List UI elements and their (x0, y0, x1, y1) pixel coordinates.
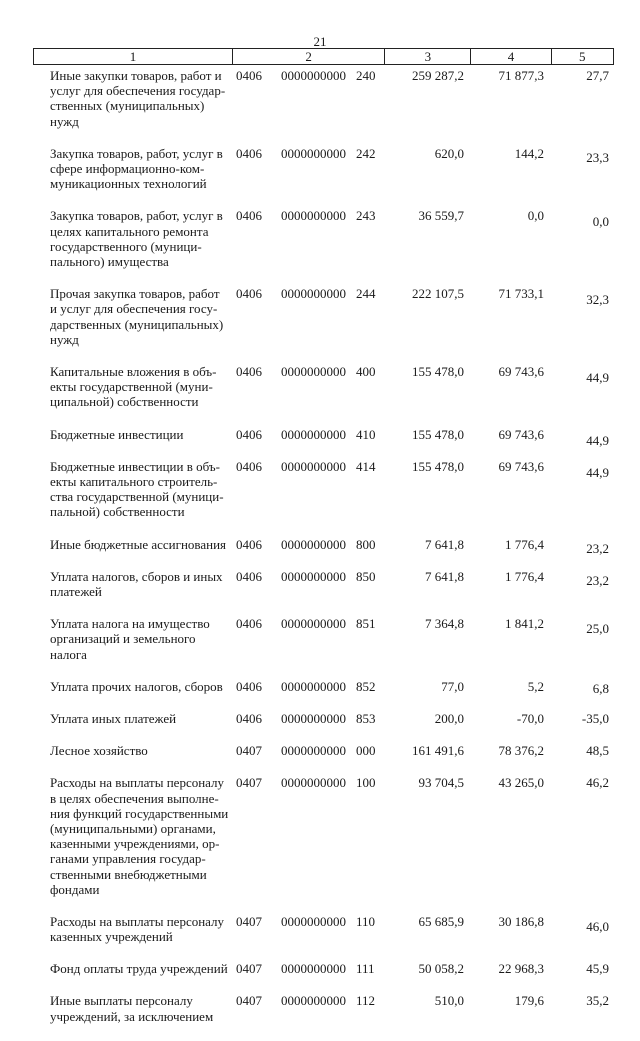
row-expense-type: 851 (356, 616, 376, 632)
row-actual-amount: 71 877,3 (498, 68, 544, 83)
row-target-code: 0000000000 (281, 913, 346, 929)
table-row (0, 286, 640, 364)
row-target-code: 0000000000 (281, 68, 346, 83)
row-expense-type: 243 (356, 208, 376, 224)
row-actual-amount: -70,0 (516, 710, 544, 726)
row-name: Капитальные вложения в объ- екты государственной (муни- ципальной) собственности (50, 363, 217, 410)
row-target-code: 0000000000 (281, 678, 346, 694)
row-name: Уплата иных платежей (50, 710, 177, 726)
row-section-code: 0406 (236, 208, 262, 224)
row-expense-type: 242 (356, 145, 376, 161)
row-target-code: 0000000000 (281, 208, 346, 224)
row-expense-type: 112 (356, 993, 376, 1009)
row-actual-amount: 69 743,6 (498, 426, 544, 442)
row-actual-amount: 30 186,8 (498, 913, 544, 929)
row-actual-amount: 0,0 (527, 208, 544, 224)
row-target-code: 0000000000 (281, 993, 346, 1009)
row-execution-percent: 32,3 (586, 292, 609, 308)
row-section-code: 0406 (236, 286, 262, 302)
row-planned-amount: 50 058,2 (418, 961, 464, 977)
row-section-code: 0406 (236, 145, 262, 161)
row-target-code: 0000000000 (281, 961, 346, 977)
table-row (0, 569, 640, 616)
column-header-3: 3 (385, 49, 471, 65)
row-planned-amount: 155 478,0 (412, 363, 464, 379)
row-execution-percent: 44,9 (586, 369, 609, 385)
row-name: Иные бюджетные ассигнования (50, 536, 227, 552)
table-row (0, 743, 640, 775)
row-planned-amount: 7 641,8 (425, 568, 464, 584)
row-section-code: 0406 (236, 616, 262, 632)
row-execution-percent: 6,8 (592, 680, 609, 696)
row-name: Бюджетные инвестиции (50, 426, 184, 442)
column-header-2: 2 (232, 49, 384, 65)
table-row (0, 616, 640, 679)
row-planned-amount: 93 704,5 (418, 775, 464, 791)
row-execution-percent: 46,2 (586, 775, 609, 791)
row-expense-type: 853 (356, 710, 376, 726)
row-name: Лесное хозяйство (50, 743, 148, 759)
row-expense-type: 110 (356, 913, 376, 929)
row-section-code: 0406 (236, 68, 262, 83)
row-target-code: 0000000000 (281, 775, 346, 791)
row-execution-percent: 35,2 (586, 993, 609, 1009)
row-planned-amount: 620,0 (434, 145, 464, 161)
row-actual-amount: 78 376,2 (498, 743, 544, 759)
row-execution-percent: 48,5 (586, 743, 609, 759)
row-expense-type: 000 (356, 743, 376, 759)
row-planned-amount: 77,0 (441, 678, 464, 694)
row-execution-percent: 25,0 (586, 621, 609, 637)
row-section-code: 0406 (236, 363, 262, 379)
column-header-1: 1 (34, 49, 233, 65)
row-name: Уплата налога на имущество организаций и земельного налога (50, 616, 210, 662)
row-expense-type: 400 (356, 363, 376, 379)
row-target-code: 0000000000 (281, 426, 346, 442)
row-name: Закупка товаров, работ, услуг в сфере информационно-ком- муникационных технологий (50, 145, 223, 192)
row-planned-amount: 65 685,9 (418, 913, 464, 929)
row-expense-type: 100 (356, 775, 376, 791)
row-name: Расходы на выплаты персоналу в целях обеспечения выполне- ния функций государственными (муниципальными) органами, казенными учреждениями, ор- ганами управления государ- ственными внебюджетными фондами (50, 775, 229, 897)
row-target-code: 0000000000 (281, 363, 346, 379)
row-section-code: 0407 (236, 961, 262, 977)
row-execution-percent: 23,3 (586, 149, 609, 165)
row-target-code: 0000000000 (281, 710, 346, 726)
table-row (0, 993, 640, 1040)
row-name: Расходы на выплаты персоналу казенных учреждений (50, 913, 225, 945)
row-section-code: 0406 (236, 568, 262, 584)
row-actual-amount: 1 841,2 (505, 616, 544, 632)
table-row (0, 679, 640, 711)
row-actual-amount: 179,6 (514, 993, 544, 1009)
row-expense-type: 410 (356, 426, 376, 442)
row-execution-percent: 44,9 (586, 432, 609, 448)
row-expense-type: 111 (356, 961, 375, 977)
table-row (0, 961, 640, 993)
table-body (0, 68, 640, 1041)
row-section-code: 0406 (236, 426, 262, 442)
row-execution-percent: 45,9 (586, 961, 609, 977)
row-actual-amount: 22 968,3 (498, 961, 544, 977)
row-name: Прочая закупка товаров, работ и услуг для обеспечения госу- дарственных (муниципальных) нужд (50, 286, 224, 347)
row-actual-amount: 1 776,4 (505, 568, 544, 584)
row-expense-type: 800 (356, 536, 376, 552)
table-row (0, 914, 640, 961)
row-planned-amount: 510,0 (434, 993, 464, 1009)
row-name: Иные выплаты персоналу учреждений, за исключением (50, 993, 214, 1024)
row-name: Уплата прочих налогов, сборов (50, 678, 223, 694)
row-actual-amount: 69 743,6 (498, 458, 544, 474)
row-target-code: 0000000000 (281, 145, 346, 161)
row-section-code: 0406 (236, 536, 262, 552)
row-actual-amount: 5,2 (527, 678, 544, 694)
row-planned-amount: 259 287,2 (412, 68, 464, 83)
table-row (0, 68, 640, 146)
table-row (0, 146, 640, 209)
row-expense-type: 414 (356, 458, 376, 474)
row-target-code: 0000000000 (281, 458, 346, 474)
row-section-code: 0406 (236, 710, 262, 726)
row-target-code: 0000000000 (281, 743, 346, 759)
row-execution-percent: 27,7 (586, 68, 609, 83)
row-actual-amount: 71 733,1 (498, 286, 544, 302)
row-execution-percent: 0,0 (592, 214, 609, 230)
row-actual-amount: 144,2 (514, 145, 544, 161)
row-section-code: 0407 (236, 743, 262, 759)
column-header-5: 5 (551, 49, 613, 65)
row-planned-amount: 161 491,6 (412, 743, 464, 759)
row-planned-amount: 155 478,0 (412, 458, 464, 474)
row-planned-amount: 200,0 (434, 710, 464, 726)
row-target-code: 0000000000 (281, 286, 346, 302)
row-actual-amount: 69 743,6 (498, 363, 544, 379)
row-name: Закупка товаров, работ, услуг в целях капитального ремонта государственного (муници- пального) имущества (50, 208, 223, 269)
row-planned-amount: 7 364,8 (425, 616, 464, 632)
table-row (0, 711, 640, 743)
table-row (0, 459, 640, 537)
row-execution-percent: 46,0 (586, 918, 609, 934)
row-expense-type: 852 (356, 678, 376, 694)
page-number: 21 (313, 34, 327, 49)
row-expense-type: 244 (356, 286, 376, 302)
table-row (0, 427, 640, 459)
row-planned-amount: 36 559,7 (418, 208, 464, 224)
row-section-code: 0407 (236, 913, 262, 929)
table-row (0, 537, 640, 569)
row-actual-amount: 1 776,4 (505, 536, 544, 552)
row-expense-type: 240 (356, 68, 376, 83)
row-section-code: 0407 (236, 993, 262, 1009)
table-row (0, 364, 640, 427)
row-target-code: 0000000000 (281, 536, 346, 552)
table-row (0, 775, 640, 914)
row-name: Иные закупки товаров, работ и услуг для обеспечения государ- ственных (муниципальных) нужд (50, 68, 226, 129)
row-execution-percent: 23,2 (586, 540, 609, 556)
row-expense-type: 850 (356, 568, 376, 584)
row-target-code: 0000000000 (281, 568, 346, 584)
row-execution-percent: 44,9 (586, 464, 609, 480)
column-header-4: 4 (471, 49, 551, 65)
table-row (0, 208, 640, 286)
row-planned-amount: 222 107,5 (412, 286, 464, 302)
row-target-code: 0000000000 (281, 616, 346, 632)
row-section-code: 0407 (236, 775, 262, 791)
row-planned-amount: 155 478,0 (412, 426, 464, 442)
row-execution-percent: -35,0 (581, 710, 609, 726)
row-planned-amount: 7 641,8 (425, 536, 464, 552)
row-name: Бюджетные инвестиции в объ- екты капитального строитель- ства государственной (муници- пальной) собственности (50, 458, 224, 520)
row-name: Уплата налогов, сборов и иных платежей (50, 568, 223, 599)
row-execution-percent: 23,2 (586, 572, 609, 588)
column-header-row (33, 48, 614, 65)
row-actual-amount: 43 265,0 (498, 775, 544, 791)
row-section-code: 0406 (236, 458, 262, 474)
row-name: Фонд оплаты труда учреждений (50, 961, 228, 977)
row-section-code: 0406 (236, 678, 262, 694)
